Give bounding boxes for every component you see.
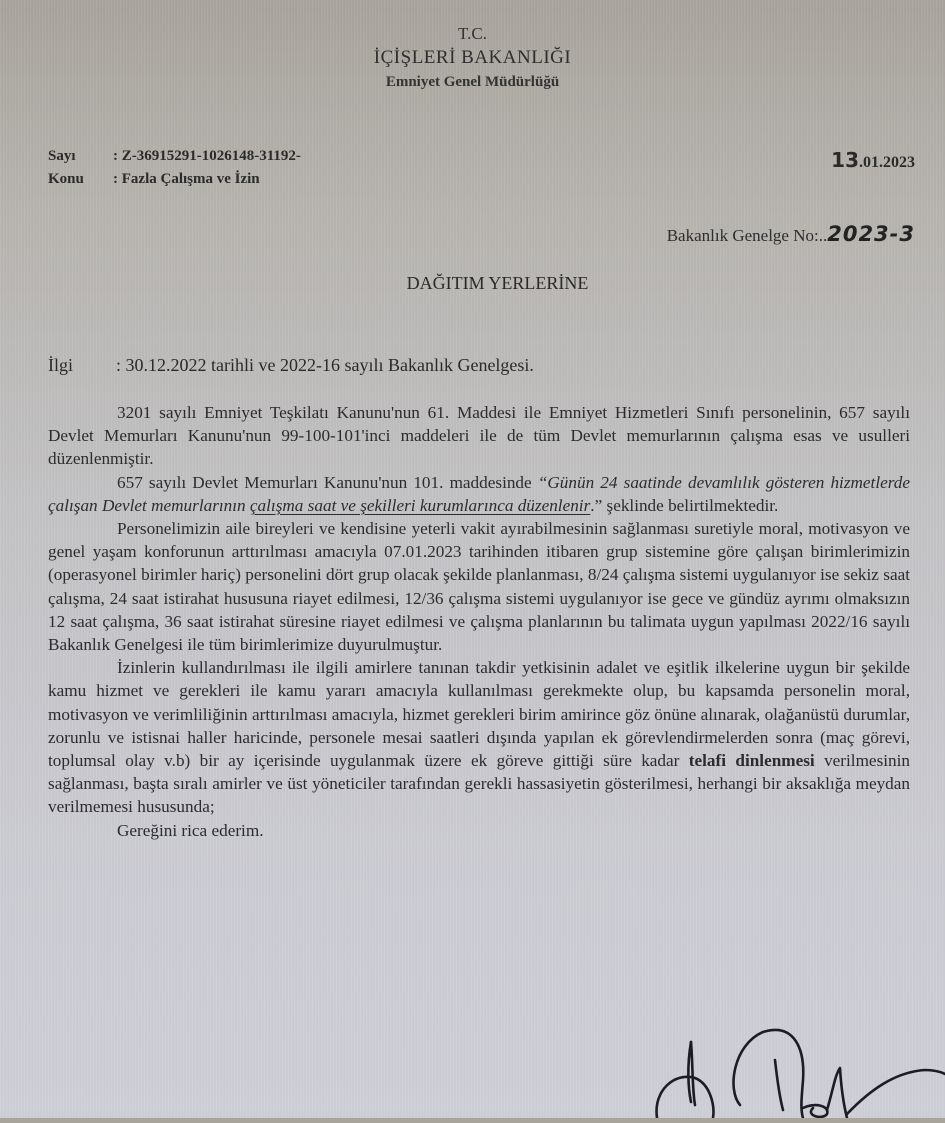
law-quote-underlined: çalışma saat ve şekilleri kurumlarınca düzenlenir: [249, 495, 591, 515]
letterhead-department: Emniyet Genel Müdürlüğü: [385, 74, 560, 90]
paragraph-4-tail: verilmesinin sağlanması, başta sıralı amirler ve üst yöneticiler tarafından gerekli hassasiyetin gösterilmesi, herhangi bir aksaklığa meydan verilmemesi hususunda;: [48, 751, 910, 817]
paragraph-1: 3201 sayılı Emniyet Teşkilatı Kanunu'nun 61. Maddesi ile Emniyet Hizmetleri Sınıfı personelinin, 657 sayılı Devlet Memurları Kanunu'nun 99-100-101'inci maddeleri ile de tüm Devlet memurlarının çalışma esas ve usulleri düzenlenmiştir.: [48, 403, 910, 469]
circular-number-label: Bakanlık Genelge No:..: [666, 226, 828, 245]
circular-number-handwritten: 2023-3: [827, 222, 915, 246]
reference-label: İlgi: [48, 355, 73, 375]
sayi-label: Sayı: [48, 148, 76, 164]
paragraph-4: [48, 656, 910, 818]
reference-value: : 30.12.2022 tarihli ve 2022-16 sayılı Bakanlık Genelgesi.: [116, 355, 534, 375]
signature-icon: [655, 1010, 945, 1118]
distribution-heading: DAĞITIM YERLERİNE: [406, 273, 589, 293]
letterhead-ministry: İÇİŞLERİ BAKANLIĞI: [373, 47, 572, 68]
date-printed: .01.2023: [859, 154, 915, 171]
closing-line: Gereğini rica ederim.: [117, 820, 264, 840]
konu-value: : Fazla Çalışma ve İzin: [113, 171, 260, 187]
sayi-row: [48, 148, 301, 165]
paragraph-3: Personelimizin aile bireyleri ve kendisine yeterli vakit ayırabilmesinin sağlanması suretiyle moral, motivasyon ve genel yaşam konforunun arttırılması amacıyla 07.01.2023 tarihinden itibaren grup sistemine göre çalışan birimlerimizin (operasyonel birimler hariç) personelini dört grup olacak şekilde planlanması, 8/24 çalışma sistemi uygulanıyor ise sekiz saat çalışma, 24 saat istirahat hususuna riayet edilmesi, 12/36 çalışma sistemi uygulanıyor ise gece ve gündüz ayrımı olmaksızın 12 saat çalışma, 36 saat istirahat süresine riayet edilmesi ve çalışma planlarının bu talimata uygun yapılması 2022/16 sayılı Bakanlık Genelgesi ile tüm birimlerimize duyurulmuştur.: [48, 519, 910, 655]
letterhead-tc: T.C.: [458, 24, 487, 43]
reference-row: [48, 355, 534, 376]
document-body: [48, 401, 910, 842]
document-date: [831, 148, 915, 172]
konu-row: [48, 171, 260, 188]
paragraph-2: [48, 471, 910, 517]
paragraph-2-intro: 657 sayılı Devlet Memurları Kanunu'nun 101. maddesinde: [117, 472, 538, 492]
konu-label: Konu: [48, 171, 84, 187]
compensatory-rest-emphasis: telafi dinlenmesi: [688, 751, 815, 771]
law-quote-text: “Günün 24 saatinde devamlılık gösteren hizmetlerde çalışan Devlet memurlarının: [48, 472, 910, 515]
circular-number: [667, 222, 915, 246]
sayi-value: : Z-36915291-1026148-31192-: [113, 148, 301, 164]
date-handwritten-day: 13: [831, 148, 859, 172]
paragraph-2-outro: .” şeklinde belirtilmektedir.: [590, 495, 779, 515]
paragraph-4-text: İzinlerin kullandırılması ile ilgili amirlere tanınan takdir yetkisinin adalet ve eşitlik ilkelerine uygun bir şekilde kamu hizmet ve gerekleri ile kamu yararı amacıyla kullanılması gerekmekte olup, bu kapsamda personelin moral, motivasyon ve verimliliğinin arttırılması amacıyla, hizmet gerekleri birim amirince göz önüne alınarak, olağanüstü durumlar, zorunlu ve istisnai haller haricinde, personele mesai saatleri dışında yapılan ek görevlendirmelerden sonra (maç görevi, toplumsal olay v.b) bir ay içerisinde uygulanmak üzere ek göreve gittiği süre kadar: [48, 658, 910, 771]
letterhead: [0, 22, 945, 94]
